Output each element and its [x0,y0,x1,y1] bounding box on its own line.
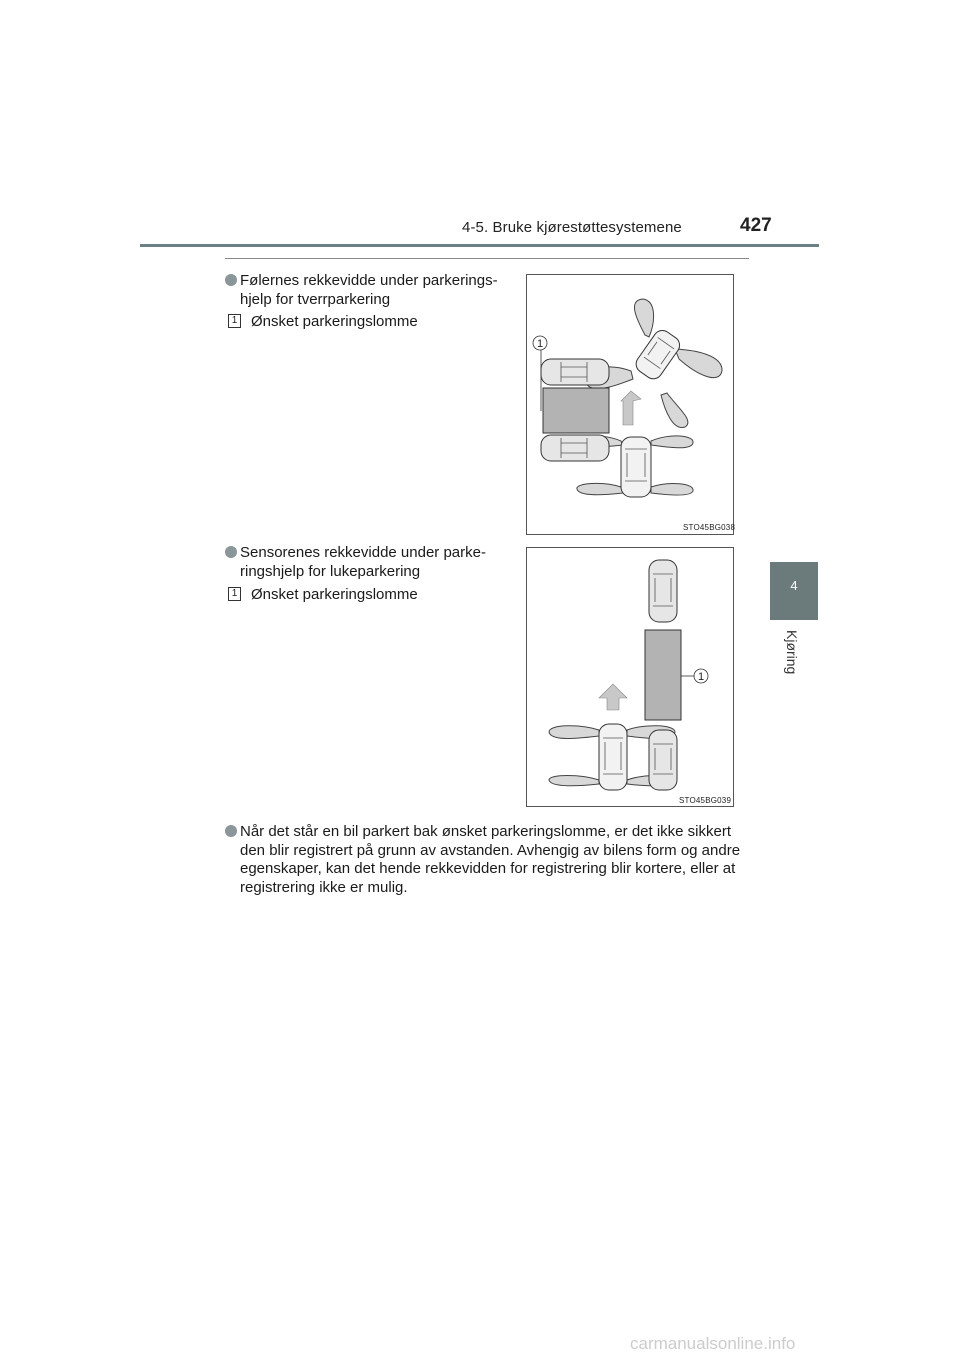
bullet-dot-icon [225,825,237,837]
page-number: 427 [740,215,772,236]
callout-number: 1 [697,671,705,683]
caption-number-box: 1 [228,314,241,328]
figure-code: STO45BG038 [683,523,736,532]
bullet-text-line2: ringshjelp for lukeparkering [240,562,421,580]
chapter-tab-label: Kjøring [784,630,800,675]
note-line-3: egenskaper, kan det hende rekkevidden for registrering blir kortere, eller at [240,860,736,877]
bullet-text-line1: Sensorenes rekkevidde under parke- [240,544,486,561]
bullet-dot-icon [225,274,237,286]
bullet-text-line2: hjelp for tverrparkering [240,290,391,308]
header-rule [140,244,819,247]
bullet-text-line1: Følernes rekkevidde under parkerings- [240,272,498,289]
caption-text: Ønsket parkeringslomme [251,313,418,330]
section-title: 4-5. Bruke kjørestøttesystemene [462,219,682,236]
illustration-parallel-parking [526,547,734,807]
note-line-4: registrering ikke er mulig. [240,878,408,896]
callout-number: 1 [536,338,544,350]
figure-code: STO45BG039 [679,796,732,805]
note-line-2: den blir registrert på grunn av avstanden. Avhengig av bilens form og andre [240,841,741,859]
bullet-dot-icon [225,546,237,558]
illustration-cross-parking [526,274,734,535]
footer-watermark: carmanualsonline.info [630,1334,796,1353]
parallel-parking-diagram [527,548,733,806]
chapter-tab-number: 4 [790,578,798,593]
caption-text: Ønsket parkeringslomme [251,586,418,603]
note-line-1: Når det står en bil parkert bak ønsket parkeringslomme, er det ikke sikkert [240,823,732,840]
content-rule [225,258,749,259]
cross-parking-diagram [527,275,736,534]
caption-number-box: 1 [228,587,241,601]
